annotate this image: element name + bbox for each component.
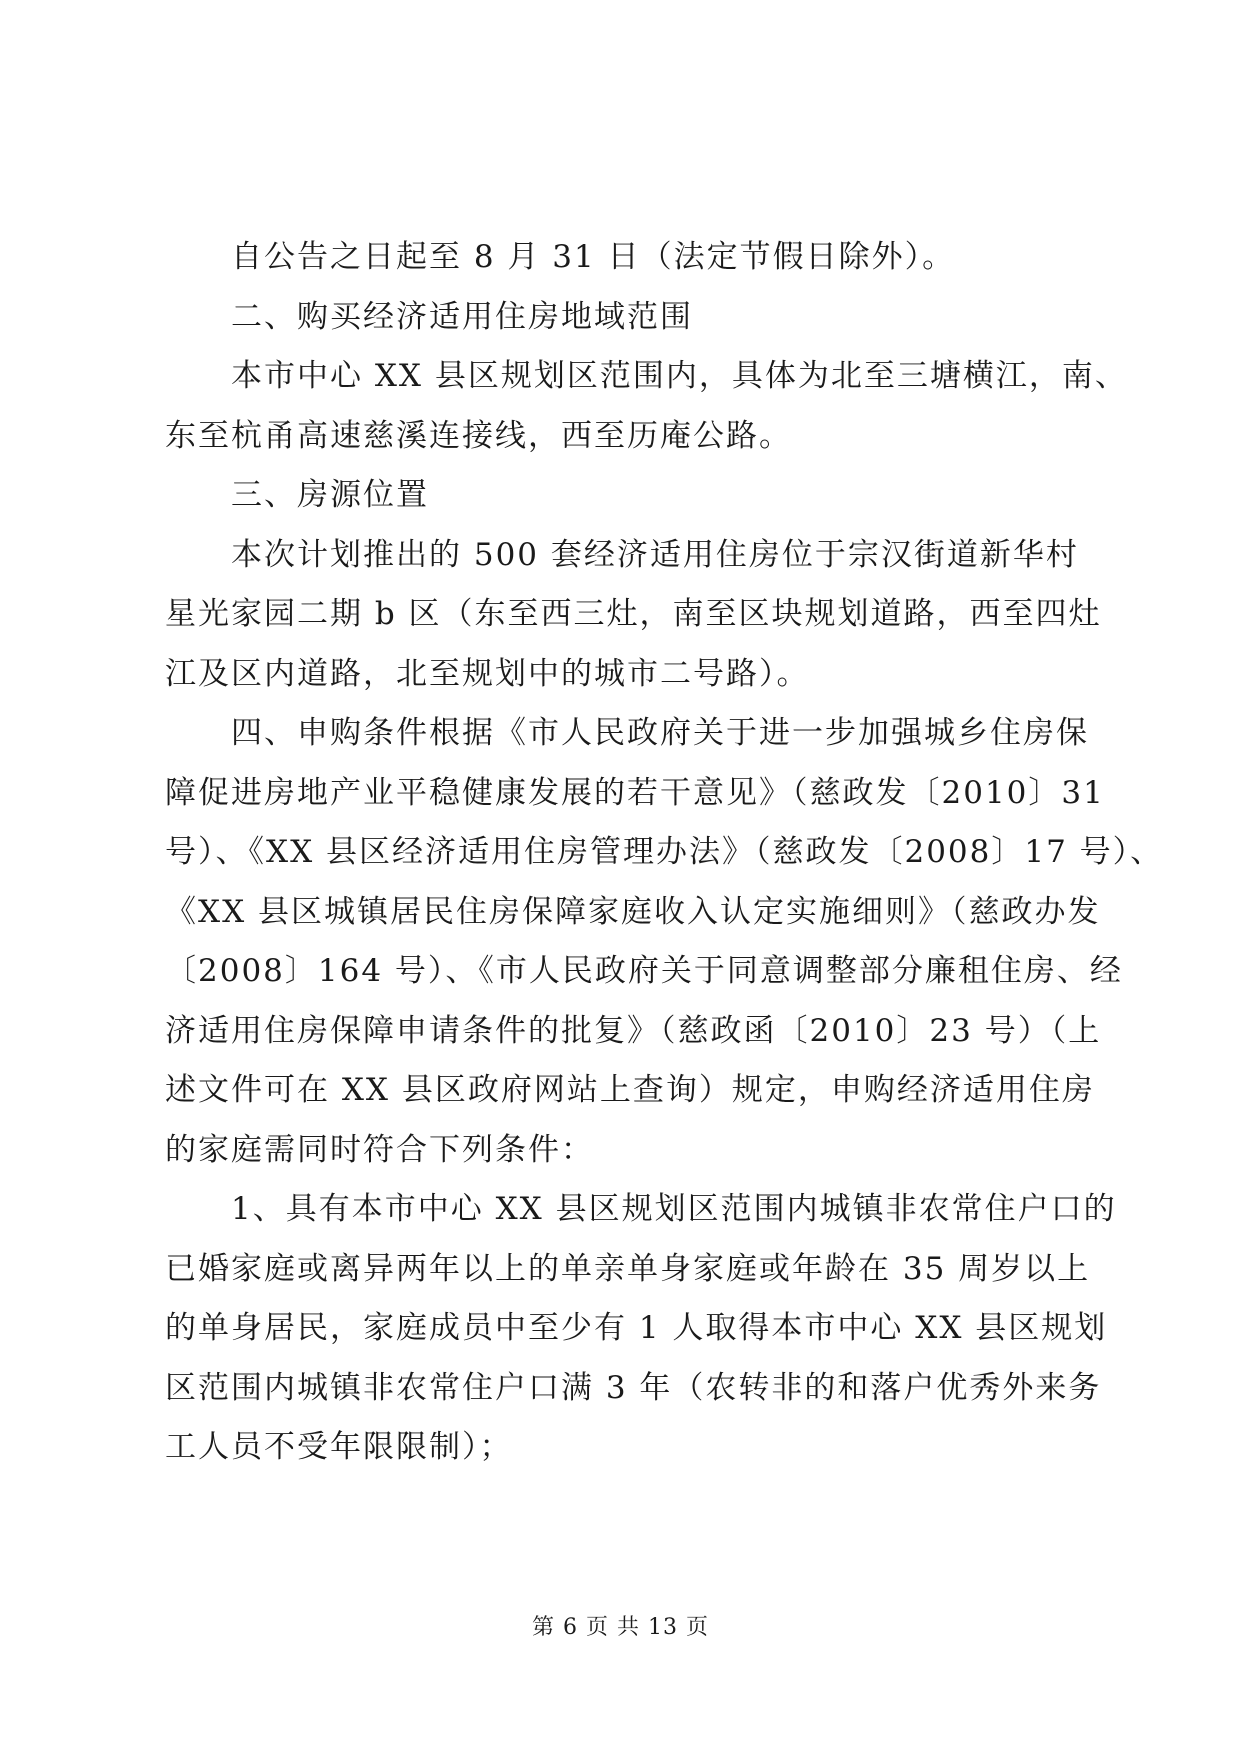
text-line: 江及区内道路，北至规划中的城市二号路）。 (165, 655, 810, 692)
text-line: 述文件可在 XX 县区政府网站上查询）规定，申购经济适用住房 (165, 1072, 1095, 1108)
text-line: 的单身居民，家庭成员中至少有 1 人取得本市中心 XX 县区规划 (165, 1310, 1108, 1346)
text-line: 号）、《XX 县区经济适用住房管理办法》（慈政发〔2008〕17 号）、 (165, 834, 1164, 870)
text-line: 已婚家庭或离异两年以上的单亲单身家庭或年龄在 35 周岁以上 (165, 1250, 1091, 1287)
text-line: 〔2008〕164 号）、《市人民政府关于同意调整部分廉租住房、经 (165, 953, 1123, 989)
section-heading: 四、申购条件根据《市人民政府关于进一步加强城乡住房保 (231, 715, 1089, 751)
section-heading: 二、购买经济适用住房地域范围 (231, 298, 693, 335)
text-line: 的家庭需同时符合下列条件： (165, 1131, 594, 1168)
section-heading: 三、房源位置 (231, 477, 429, 513)
text-line: 《XX 县区城镇居民住房保障家庭收入认定实施细则》（慈政办发 (165, 893, 1101, 930)
text-line: 本次计划推出的 500 套经济适用住房位于宗汉街道新华村 (231, 536, 1079, 573)
document-body (165, 228, 1164, 1478)
text-line: 济适用住房保障申请条件的批复》（慈政函〔2010〕23 号）（上 (165, 1012, 1102, 1049)
text-line: 障促进房地产业平稳健康发展的若干意见》（慈政发〔2010〕31 (165, 774, 1105, 811)
text-line: 本市中心 XX 县区规划区范围内，具体为北至三塘横江，南、 (231, 358, 1128, 394)
page-footer: 第 6 页 共 13 页 (532, 1615, 709, 1640)
text-line: 东至杭甬高速慈溪连接线，西至历庵公路。 (165, 417, 792, 454)
text-line: 自公告之日起至 8 月 31 日（法定节假日除外）。 (231, 239, 956, 275)
text-line: 工人员不受年限限制）； (165, 1429, 513, 1465)
list-item: 1、具有本市中心 XX 县区规划区范围内城镇非农常住户口的 (231, 1191, 1117, 1227)
text-line: 区范围内城镇非农常住户口满 3 年（农转非的和落户优秀外来务 (165, 1369, 1102, 1406)
text-line: 星光家园二期 b 区（东至西三灶，南至区块规划道路，西至四灶 (165, 596, 1102, 632)
